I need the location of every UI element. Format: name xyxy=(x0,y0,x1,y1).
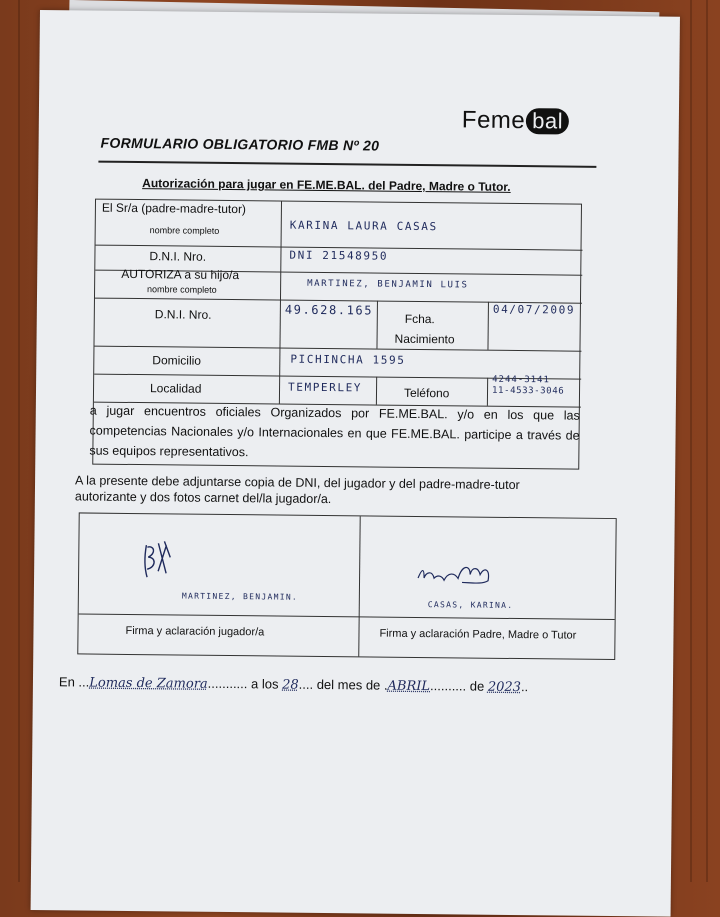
form-subtitle: Autorización para jugar en FE.ME.BAL. del Padre, Madre o Tutor. xyxy=(142,176,511,194)
autoriza-label: AUTORIZA a su hijo/a xyxy=(121,266,240,283)
autoriza-sublabel: nombre completo xyxy=(147,284,217,295)
closing-line: En ...Lomas de Zamora........... a los 28.... del mes de .ABRIL.......... de 2023.. xyxy=(58,674,529,696)
tutor-name-value: KARINA LAURA CASAS xyxy=(289,218,438,234)
form-title: FORMULARIO OBLIGATORIO FMB Nº 20 xyxy=(100,134,380,154)
player-printed-name: MARTINEZ, BENJAMIN. xyxy=(181,591,299,602)
player-signature xyxy=(138,537,178,581)
tutor-signature-caption: Firma y aclaración Padre, Madre o Tutor xyxy=(379,627,577,642)
authorization-paragraph: a jugar encuentros oficiales Organizados por FE.ME.BAL. y/o en los que las competencias Nacionales y/o Internacionales en que FE.ME.BAL. participe a través de sus equipos representativos. xyxy=(89,403,580,460)
nacimiento-label: Nacimiento xyxy=(394,331,455,347)
dni2-label: D.N.I. Nro. xyxy=(154,307,212,322)
day-value: 28 xyxy=(282,677,299,693)
domicilio-value: PICHINCHA 1595 xyxy=(290,352,406,367)
telefono-label: Teléfono xyxy=(403,385,450,401)
dni-value: DNI 21548950 xyxy=(289,248,389,263)
localidad-label: Localidad xyxy=(149,381,202,396)
player-signature-caption: Firma y aclaración jugador/a xyxy=(125,624,265,639)
place-value: Lomas de Zamora xyxy=(89,675,208,692)
femebal-logo: Feme bal xyxy=(462,106,570,135)
title-divider xyxy=(98,161,596,168)
localidad-value: TEMPERLEY xyxy=(287,380,363,395)
tutor-signature xyxy=(414,560,494,591)
tutor-printed-name: CASAS, KARINA. xyxy=(427,600,514,610)
telefono-value-1: 4244-3141 xyxy=(492,374,550,386)
dni2-value: 49.628.165 xyxy=(284,302,374,318)
tutor-sublabel: nombre completo xyxy=(149,225,220,236)
telefono-value-2: 11-4533-3046 xyxy=(491,385,565,397)
fecha-label: Fcha. xyxy=(404,311,435,327)
form-sheet xyxy=(31,10,680,917)
dni-label: D.N.I. Nro. xyxy=(149,249,207,264)
hijo-name-value: MARTINEZ, BENJAMIN LUIS xyxy=(307,278,469,291)
attachment-note: A la presente debe adjuntarse copia de DNI, del jugador y del padre-madre-tutor autorizante y dos fotos carnet del/la jugador/a. xyxy=(74,473,520,507)
year-value: 2023 xyxy=(487,679,522,696)
month-value: ABRIL xyxy=(387,678,431,695)
domicilio-label: Domicilio xyxy=(152,353,202,368)
fecha-value: 04/07/2009 xyxy=(492,302,576,317)
tutor-label: El Sr/a (padre-madre-tutor) xyxy=(101,200,247,217)
